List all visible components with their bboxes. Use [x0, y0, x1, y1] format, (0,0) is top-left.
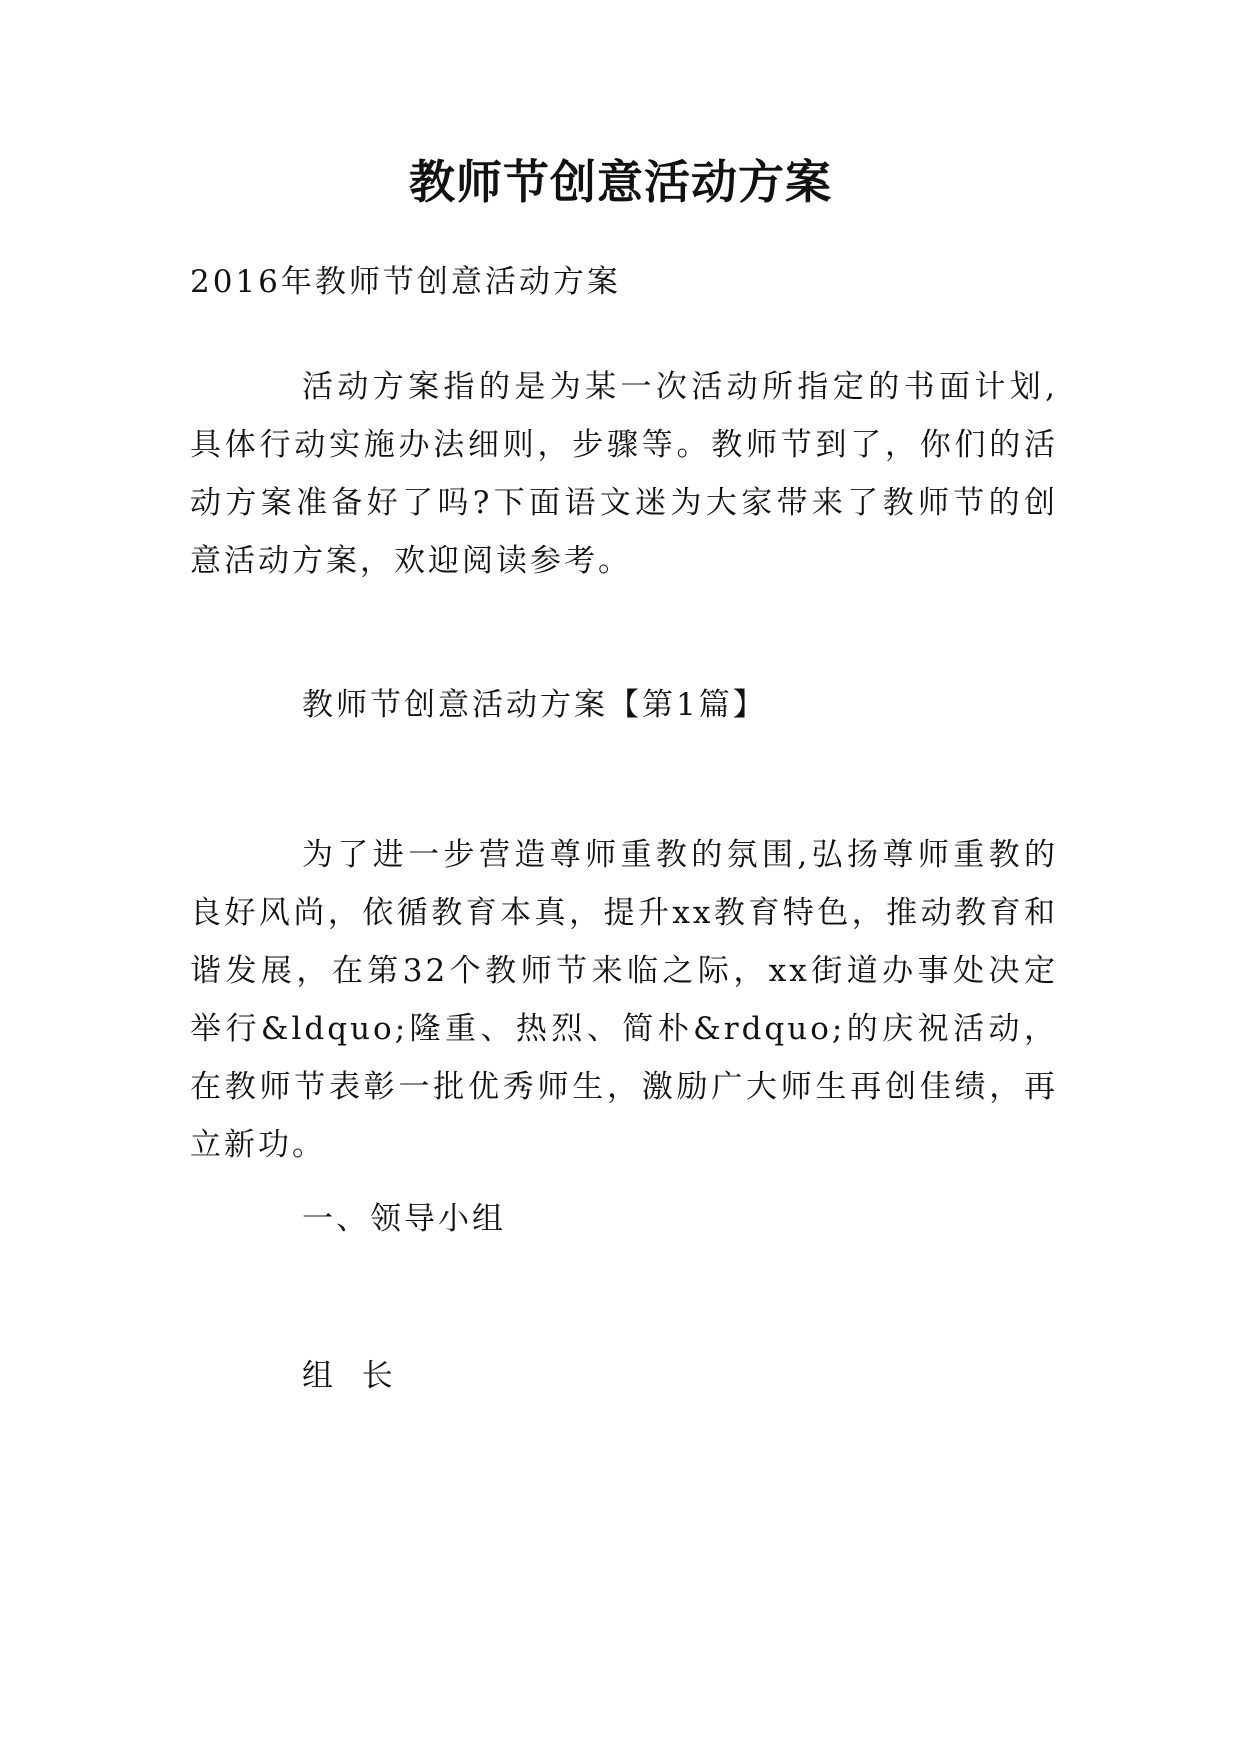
body-paragraph: 为了进一步营造尊师重教的氛围,弘扬尊师重教的良好风尚，依循教育本真，提升xx教育特色，推动教育和谐发展，在第32个教师节来临之际，xx街道办事处决定举行&ldquo;隆重、热烈、简朴&rdquo;的庆祝活动，在教师节表彰一批优秀师生，激励广大师生再创佳绩，再立新功。 — [190, 837, 1058, 1163]
list-heading: 一、领导小组 — [302, 1201, 506, 1237]
section-heading: 教师节创意活动方案【第1篇】 — [302, 687, 767, 723]
document-subtitle: 2016年教师节创意活动方案 — [190, 264, 621, 300]
document-title: 教师节创意活动方案 — [409, 155, 832, 209]
intro-paragraph: 活动方案指的是为某一次活动所指定的书面计划,具体行动实施办法细则，步骤等。教师节到了，你们的活动方案准备好了吗?下面语文迷为大家带来了教师节的创意活动方案，欢迎阅读参考。 — [190, 369, 1058, 579]
role-label: 组 长 — [302, 1358, 396, 1394]
